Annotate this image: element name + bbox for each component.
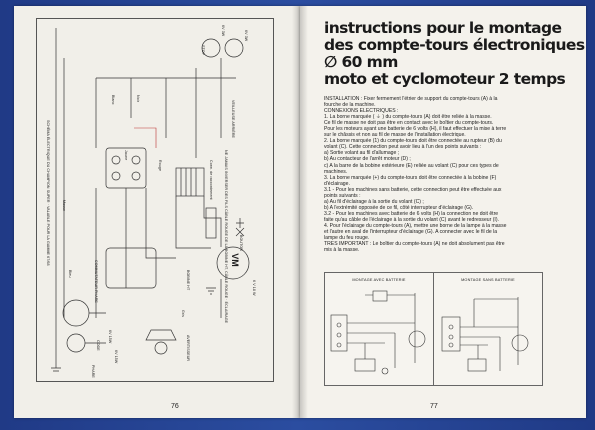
body-line: 4. Pour l'éclairage du compte-tours (A), mettre une borne de la lampe à la masse [324, 222, 507, 229]
stop-label: STOP [201, 45, 205, 56]
instructions-body [324, 96, 568, 253]
wire-rouge-label: Rouge [158, 160, 162, 172]
body-line: a) Au fil d'éclairage à la sortie du volant (C) ; [324, 198, 424, 205]
body-line: INSTALLATION : Fixer fermement l'étrier de support du compte-tours (A) à la [324, 96, 498, 102]
body-line: Pour les moteurs ayant une batterie de 6 volts (H), il faut effectuer la mise à terre [324, 126, 507, 133]
body-line: d'éclairage. [324, 180, 350, 187]
body-line: 2. La borne marquée (1) du compte-tours doit être connectée au rupteur (B) du [324, 138, 502, 145]
raccord-label: Conn. de raccordement [209, 160, 213, 200]
stop-watt-label: 6V 3W [221, 25, 225, 37]
veille-watt-label: 6V 3W [244, 30, 248, 42]
diagram-with-battery [324, 272, 434, 386]
title-line-1: instructions pour le montage [324, 19, 562, 37]
body-line: b) Au contacteur de l'arrêt moteur (D) ; [324, 156, 411, 163]
body-line: lampe du feu rouge. [324, 235, 370, 242]
phare-watt-label: 6V 15W [114, 350, 118, 364]
wire-bleu-label: Bleu [68, 270, 72, 278]
body-line: 3.2 - Pour les machines avec batterie de 6 volts (H) la connection ne doit être [324, 210, 499, 217]
body-line: b) A l'extrémité opposée de ce fil, côté interrupteur d'éclairage (G). [324, 204, 474, 211]
with-battery-schematic [325, 273, 433, 385]
without-battery-schematic [434, 273, 542, 385]
wire-gris-label: Gris [181, 310, 185, 317]
body-line: faite qu'au câble de l'éclairage à la sortie du volant (C) avant le redresseur (I). [324, 216, 499, 223]
diagram-title: SCHÉMA ÉLECTRIQUE DU CHAMPION SUPER · VALABLE POUR LA GAMME 67/68 [46, 120, 50, 266]
body-line: c) A la barre de la bobine extérieure (E) reliée au volant (C) pour ces types de [324, 162, 499, 169]
wire-masse-label: Masse [62, 200, 66, 212]
body-line: CONNEXIONS ÉLECTRIQUES : [324, 108, 399, 115]
body-line: et l'autre en aval de l'interrupteur d'éclairage (G). A connecter avec le fil de la [324, 229, 498, 236]
wire-noir-label: Noir [136, 95, 140, 102]
frein-label: BOUTON [239, 235, 243, 251]
title-line-3: ∅ 60 mm [324, 53, 398, 71]
body-line: points suivants : [324, 192, 361, 199]
bobine-ht-label: BOBINE HT [186, 270, 190, 291]
left-page-number: 76 [171, 403, 179, 410]
book-gutter [292, 6, 308, 418]
wiring-diagram [36, 18, 272, 380]
phare-label: PHARE [91, 365, 95, 378]
body-line: Ce fil de masse ne doit pas être en contact avec le boîtier du compte-tours. [324, 120, 494, 127]
without-battery-label: MONTAGE SANS BATTERIE [461, 278, 515, 282]
right-page-number: 77 [430, 403, 438, 410]
body-line: volant (C). Cette connection peut avoir lieu à l'un des points suivants : [324, 144, 482, 151]
body-line: 3. La borne marquée (+) du compte-tours doit être connectée à la bobine (F) [324, 174, 497, 181]
code-watt-label: 6V 15W [108, 330, 112, 344]
vm-sub-label: 6 V 18 W [252, 280, 256, 296]
title-line-4: moto et cyclomoteur 2 temps [324, 70, 566, 88]
body-line: a) Sortie volant au fil d'allumage ; [324, 150, 400, 157]
wire-jaune-label: Jaune [124, 150, 128, 161]
body-line: 3.1 - Pour les machines sans batterie, cette connection peut être effectuée aux [324, 186, 502, 193]
avertisseur-label: AVERTISSEUR [186, 335, 190, 362]
body-line: fourche de la machine. [324, 102, 376, 109]
veilleuse-label: VEILLEUSE ARRIÈRE [231, 100, 235, 139]
body-line: mis à la masse. [324, 247, 360, 254]
diagram-without-battery [433, 272, 543, 386]
body-line: sur le châssis et non au fil de masse de l'installation électrique. [324, 132, 466, 139]
body-line: 1. La borne marquée ( ⏚ ) du compte-tours (A) doit être reliée à la masse. [324, 114, 492, 121]
with-battery-label: MONTAGE AVEC BATTERIE [352, 278, 406, 282]
commutateur-label: COMMUTATEUR PHARE [94, 260, 98, 303]
wire-blanc-label: Blanc [111, 95, 115, 105]
title-line-2: des compte-tours électroniques [324, 36, 585, 54]
vm-label: VM [229, 253, 240, 267]
code-label: CODE [96, 340, 100, 351]
page-title [324, 19, 585, 88]
body-line: machines. [324, 168, 348, 175]
note-label: NE JAMAIS INVERSER DES FILS CÂBLE ROUGE DE LA BOBINE HT, CÂBLE ROUGE · ÉCLAIRAGE [224, 150, 228, 324]
body-line: TRÈS IMPORTANT : Le boîtier du compte-tours (A) ne doit absolument pas être [324, 241, 505, 248]
